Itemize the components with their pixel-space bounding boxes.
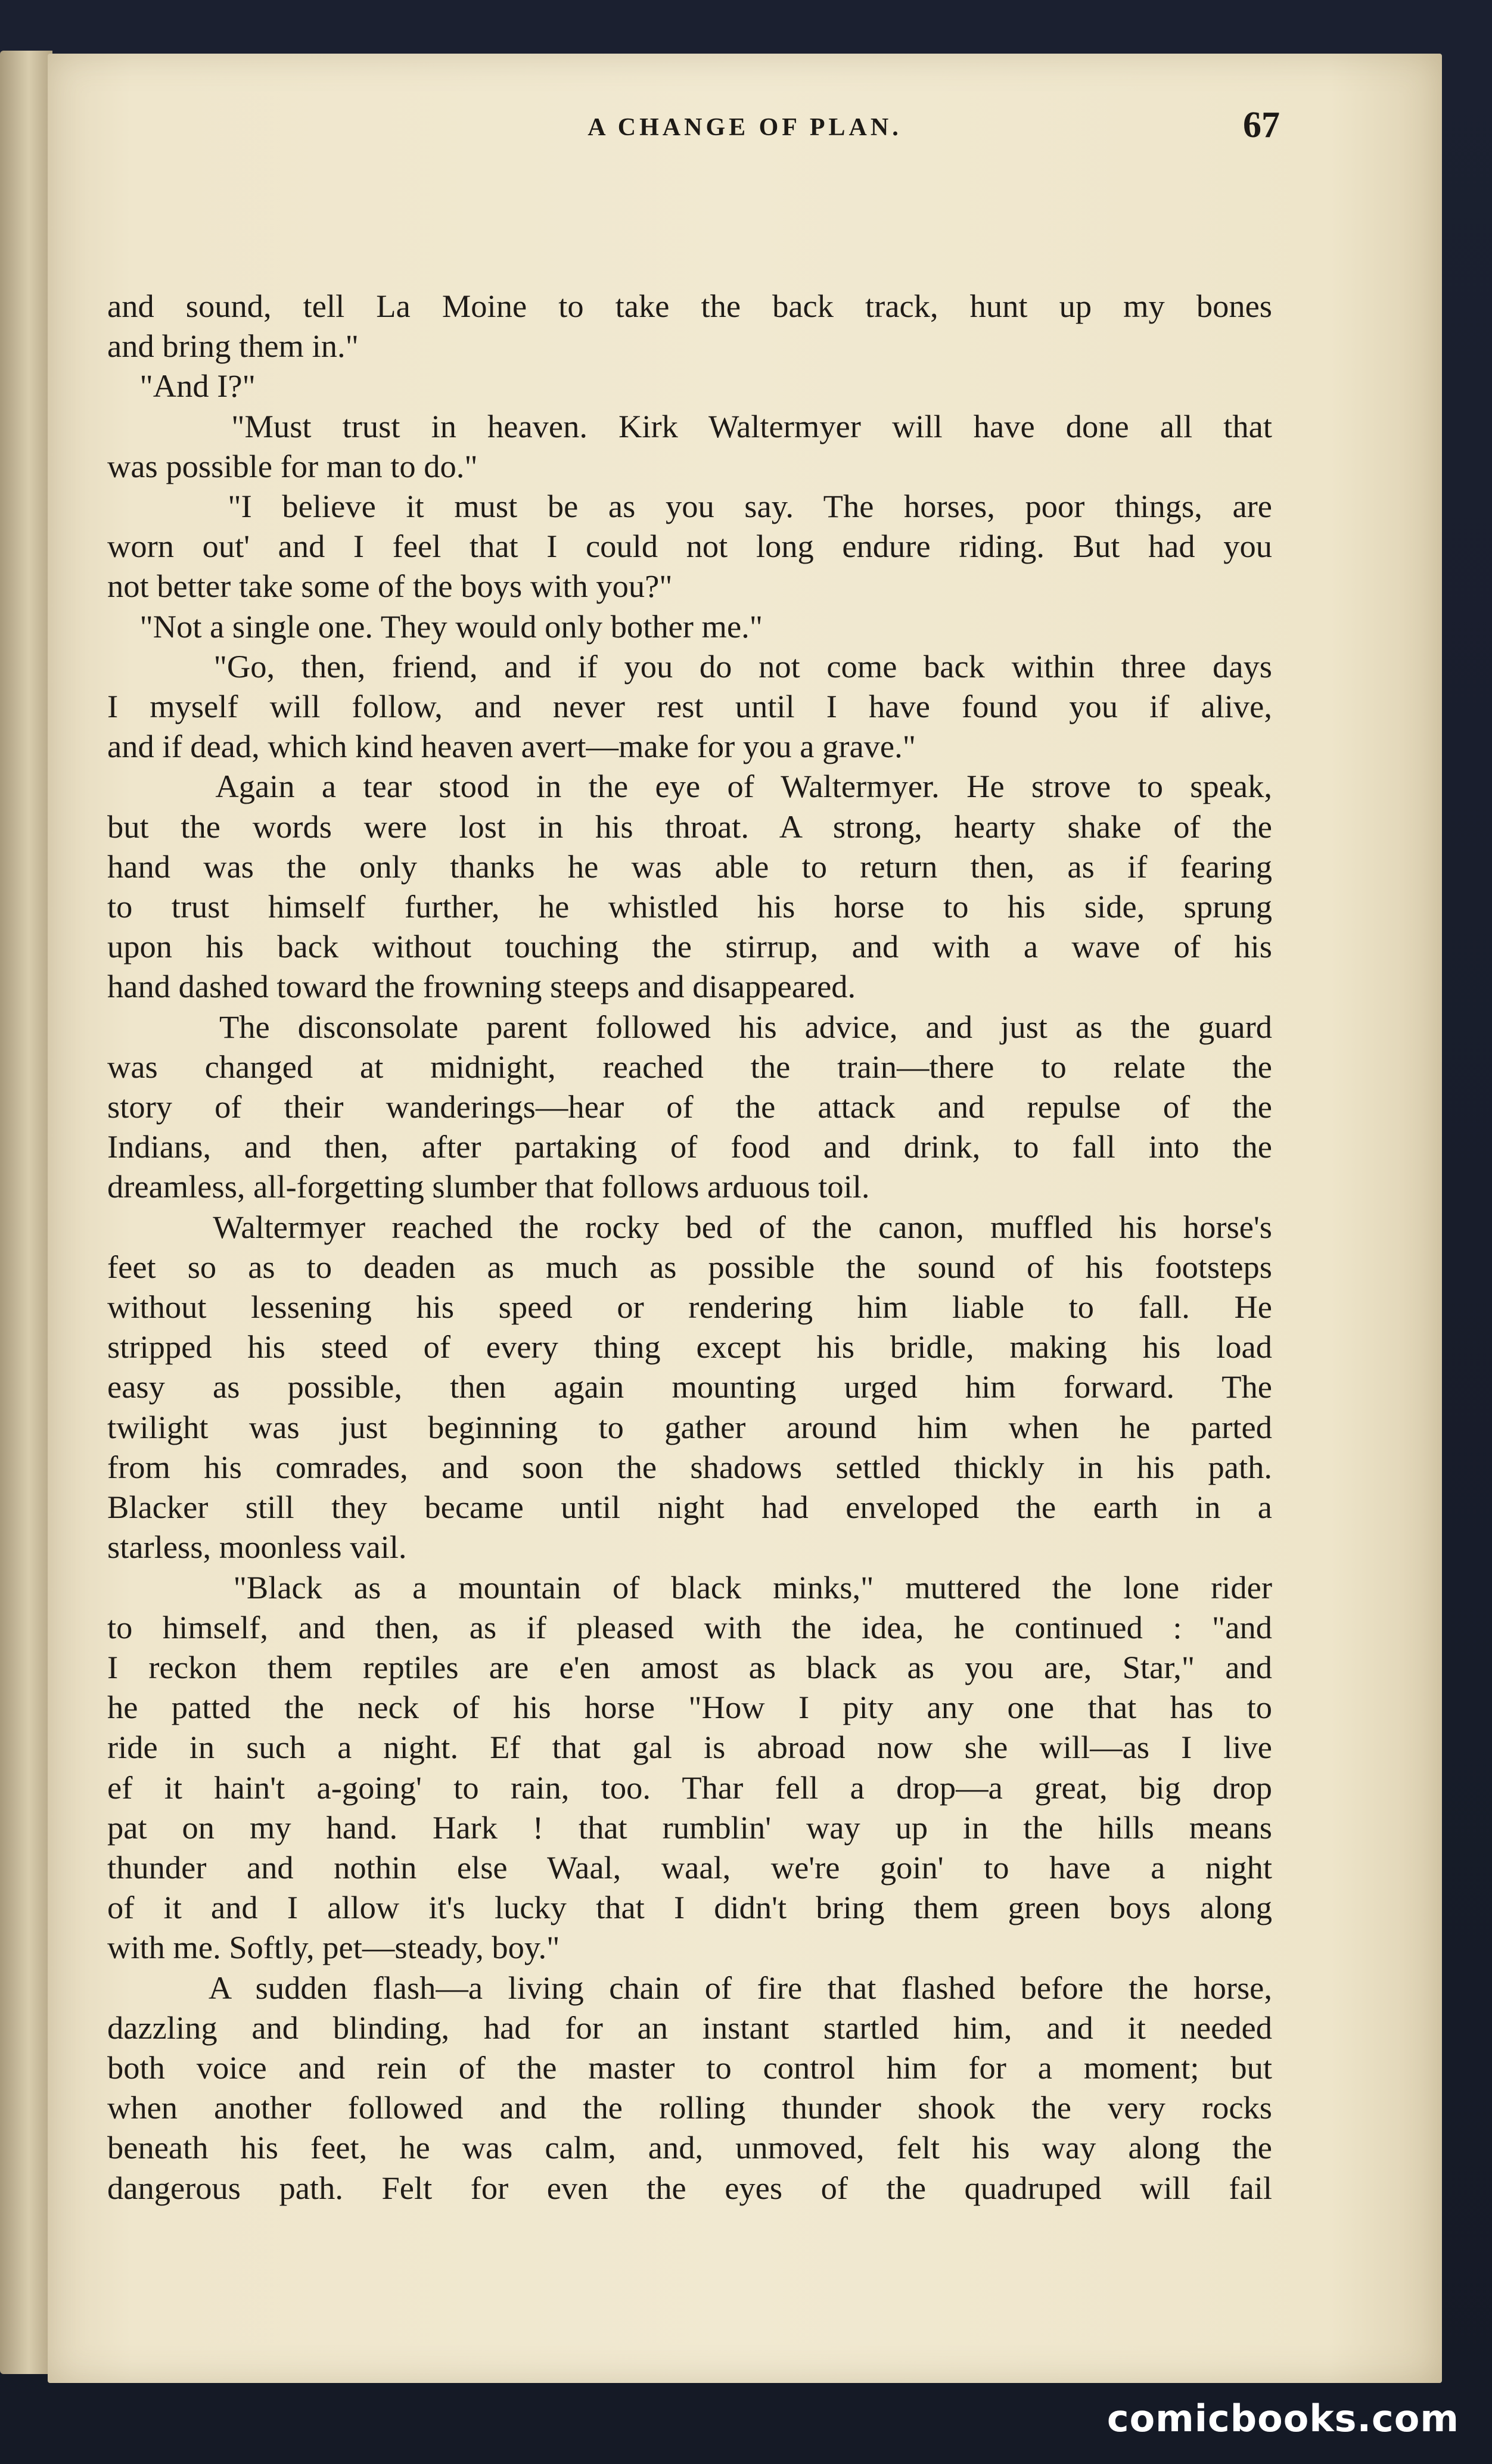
page-number: 67 <box>1243 105 1280 145</box>
text-line: The disconsolate parent followed his advice, and just as the guard <box>107 1008 1272 1045</box>
text-line: was possible for man to do." <box>107 447 478 484</box>
text-line: without lessening his speed or rendering him liable to fall. He <box>107 1289 1272 1326</box>
text-line: he patted the neck of his horse "How I pity any one that has to <box>107 1689 1272 1726</box>
text-line: beneath his feet, he was calm, and, unmoved, felt his way along the <box>107 2129 1272 2166</box>
left-page-edge <box>0 51 52 2374</box>
text-line: "And I?" <box>107 368 256 405</box>
text-line: but the words were lost in his throat. A strong, hearty shake of the <box>107 808 1272 845</box>
text-line: stripped his steed of every thing except his bridle, making his load <box>107 1329 1272 1365</box>
text-line: dangerous path. Felt for even the eyes of the quadruped will fail <box>107 2169 1272 2206</box>
text-line: and sound, tell La Moine to take the back track, hunt up my bones <box>107 288 1272 324</box>
text-line: Blacker still they became until night had enveloped the earth in a <box>107 1489 1272 1526</box>
text-line: hand dashed toward the frowning steeps and disappeared. <box>107 968 856 1005</box>
text-line: "Not a single one. They would only bother me." <box>107 608 763 645</box>
text-line: Indians, and then, after partaking of food and drink, to fall into the <box>107 1128 1272 1165</box>
text-line: worn out' and I feel that I could not long endure riding. But had you <box>107 528 1272 565</box>
text-line: not better take some of the boys with you?" <box>107 568 673 605</box>
text-line: Again a tear stood in the eye of Waltermyer. He strove to speak, <box>107 768 1272 805</box>
body-text <box>107 286 1272 2208</box>
text-line: dazzling and blinding, had for an instant startled him, and it needed <box>107 2009 1272 2046</box>
text-line: thunder and nothin else Waal, waal, we're goin' to have a night <box>107 1849 1272 1886</box>
text-line: with me. Softly, pet—steady, boy." <box>107 1929 560 1966</box>
text-line: "Go, then, friend, and if you do not come back within three days <box>107 648 1272 685</box>
text-line: A sudden flash—a living chain of fire that flashed before the horse, <box>107 1969 1272 2006</box>
text-line: Waltermyer reached the rocky bed of the canon, muffled his horse's <box>107 1208 1272 1245</box>
text-line: hand was the only thanks he was able to return then, as if fearing <box>107 848 1272 885</box>
text-line: easy as possible, then again mounting urged him forward. The <box>107 1368 1272 1405</box>
text-line: and bring them in." <box>107 328 359 365</box>
book-page <box>48 54 1442 2383</box>
text-line: of it and I allow it's lucky that I didn't bring them green boys along <box>107 1889 1272 1926</box>
text-line: I myself will follow, and never rest until I have found you if alive, <box>107 688 1272 725</box>
text-line: to himself, and then, as if pleased with the idea, he continued : "and <box>107 1609 1272 1645</box>
text-line: twilight was just beginning to gather around him when he parted <box>107 1408 1272 1445</box>
running-title: A CHANGE OF PLAN. <box>588 114 902 141</box>
watermark: comicbooks.com <box>1106 2397 1459 2440</box>
text-line: "I believe it must be as you say. The horses, poor things, are <box>107 488 1272 525</box>
text-line: to trust himself further, he whistled his horse to his side, sprung <box>107 888 1272 925</box>
text-line: dreamless, all-forgetting slumber that follows arduous toil. <box>107 1168 870 1205</box>
text-line: ride in such a night. Ef that gal is abroad now she will—as I live <box>107 1729 1272 1766</box>
text-line: when another followed and the rolling thunder shook the very rocks <box>107 2089 1272 2126</box>
text-line: ef it hain't a-going' to rain, too. Thar fell a drop—a great, big drop <box>107 1769 1272 1806</box>
text-line: starless, moonless vail. <box>107 1529 407 1566</box>
text-line: "Must trust in heaven. Kirk Waltermyer will have done all that <box>107 407 1272 444</box>
text-line: upon his back without touching the stirrup, and with a wave of his <box>107 928 1272 965</box>
text-line: "Black as a mountain of black minks," muttered the lone rider <box>107 1569 1272 1606</box>
text-line: story of their wanderings—hear of the attack and repulse of the <box>107 1088 1272 1125</box>
text-line: was changed at midnight, reached the train—there to relate the <box>107 1048 1272 1085</box>
text-line: and if dead, which kind heaven avert—make for you a grave." <box>107 728 916 765</box>
text-line: both voice and rein of the master to control him for a moment; but <box>107 2049 1272 2086</box>
text-line: pat on my hand. Hark ! that rumblin' way up in the hills means <box>107 1809 1272 1846</box>
text-line: feet so as to deaden as much as possible the sound of his footsteps <box>107 1248 1272 1285</box>
text-line: I reckon them reptiles are e'en amost as black as you are, Star," and <box>107 1648 1272 1685</box>
text-line: from his comrades, and soon the shadows settled thickly in his path. <box>107 1448 1272 1485</box>
